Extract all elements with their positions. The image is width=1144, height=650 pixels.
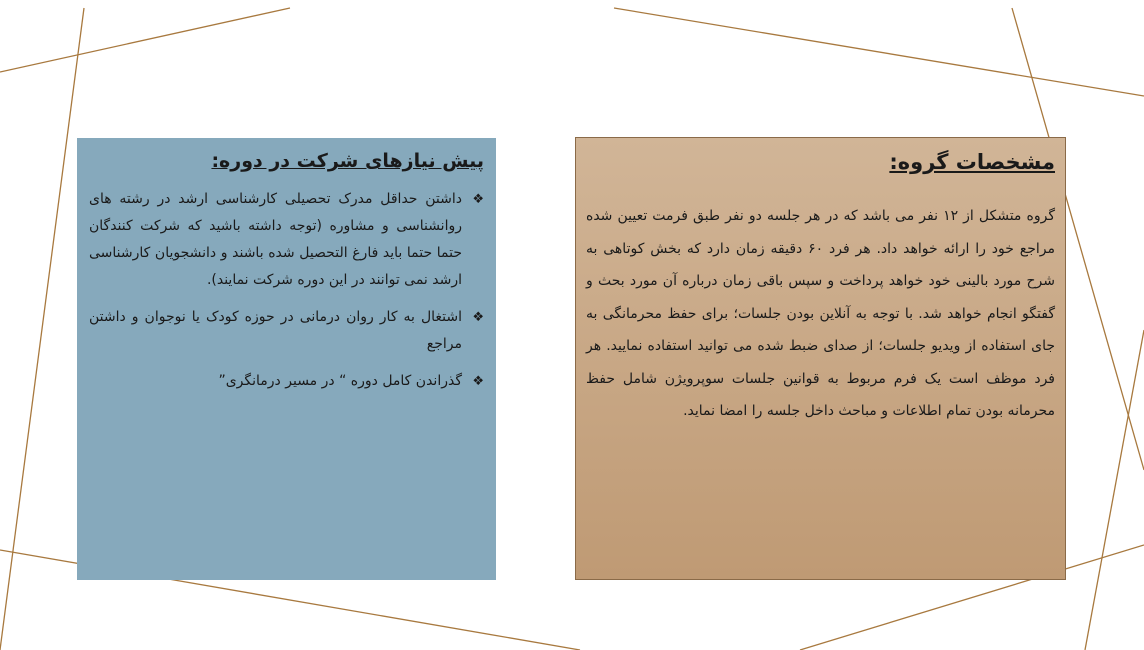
group-specs-body: گروه متشکل از ۱۲ نفر می باشد که در هر جلسه دو نفر طبق فرمت تعیین شده مراجع خود را ارائه خواهد داد. هر فرد ۶۰ دقیقه زمان دارد که بخش کوتاهی به شرح مورد بالینی خود خواهد پرداخت و سپس باقی زمان درباره آن مورد بحث و گفتگو انجام خواهد شد. با توجه به آنلاین بودن جلسات؛ برای حفظ محرمانگی به جای استفاده از ویدیو جلسات؛ از صدای ضبط شده می توانید استفاده نمایید. هر فرد موظف است یک فرم مربوط به قوانین جلسات سوپرویژن شامل حفظ محرمانه بودن تمام اطلاعات و مباحث داخل جلسه را امضا نماید.	[586, 208, 1055, 419]
prerequisites-list	[89, 186, 484, 395]
list-item	[89, 368, 484, 395]
list-item-text: داشتن حداقل مدرک تحصیلی کارشناسی ارشد در رشته های روانشناسی و مشاوره (توجه داشته باشید که شرکت کنندگان حتما حتما باید فارغ التحصیل شده باشند و دانشجویان کارشناسی ارشد نمی توانند در این دوره شرکت نمایند).	[89, 191, 462, 288]
list-item	[89, 186, 484, 294]
prerequisites-panel	[77, 138, 496, 580]
list-item	[89, 304, 484, 358]
group-specs-title: مشخصات گروه:	[889, 150, 1055, 174]
group-specs-panel	[575, 137, 1066, 580]
list-item-text: اشتغال به کار روان درمانی در حوزه کودک یا نوجوان و داشتن مراجع	[89, 309, 462, 352]
diamond-bullet-icon: ❖	[472, 374, 484, 389]
list-item-text: گذراندن کامل دوره “ در مسیر درمانگری”	[218, 373, 462, 389]
prerequisites-title: پیش نیازهای شرکت در دوره:	[211, 150, 484, 172]
diamond-bullet-icon: ❖	[472, 192, 484, 207]
diamond-bullet-icon: ❖	[472, 310, 484, 325]
